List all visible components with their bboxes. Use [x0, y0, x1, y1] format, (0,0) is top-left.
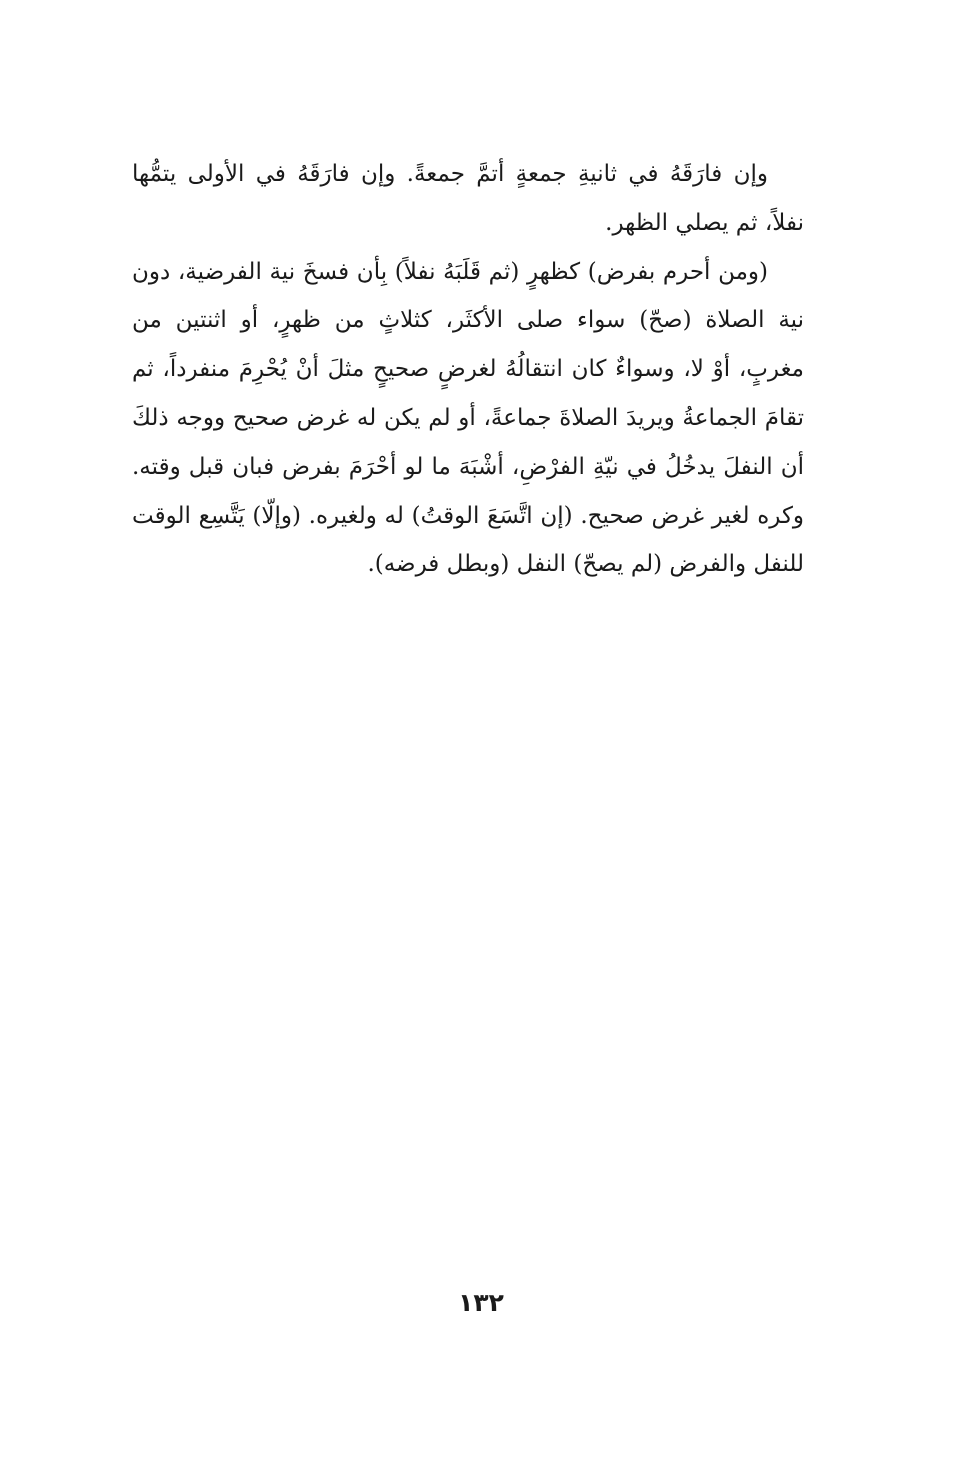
- page-number: ١٣٢: [458, 1288, 504, 1317]
- page-body: [132, 150, 804, 589]
- paragraph: (ومن أحرم بفرض) كظهرٍ (ثم قَلَبَهُ نفلاً) بِأن فسخَ نية الفرضية، دون نية الصلاة (صحّ) سواء صلى الأكثَر، كثلاثٍ من ظهرٍ، أو اثنتين من مغربٍ، أوْ لا، وسواءٌ كان انتقالُهُ لغرضٍ صحيحٍ مثلَ أنْ يُحْرِمَ منفرداً، ثم تقامَ الجماعةُ ويريدَ الصلاةَ جماعةً، أو لم يكن له غرض صحيح ووجه ذلكَ أن النفلَ يدخُلُ في نيّةِ الفرْضِ، أشْبَهَ ما لو أحْرَمَ بفرض فبان قبل وقته. وكره لغير غرض صحيح. (إن اتَّسَعَ الوقتُ) له ولغيره. (وإلّا) يَتَّسِع الوقت للنفل والفرض (لم يصحّ) النفل (وبطل فرضه).: [132, 258, 804, 578]
- paragraph: وإن فارَقَهُ في ثانيةِ جمعةٍ أتمَّ جمعةً. وإن فارَقَهُ في الأولى يتمُّها نفلاً، ثم يصلي الظهر.: [132, 161, 804, 236]
